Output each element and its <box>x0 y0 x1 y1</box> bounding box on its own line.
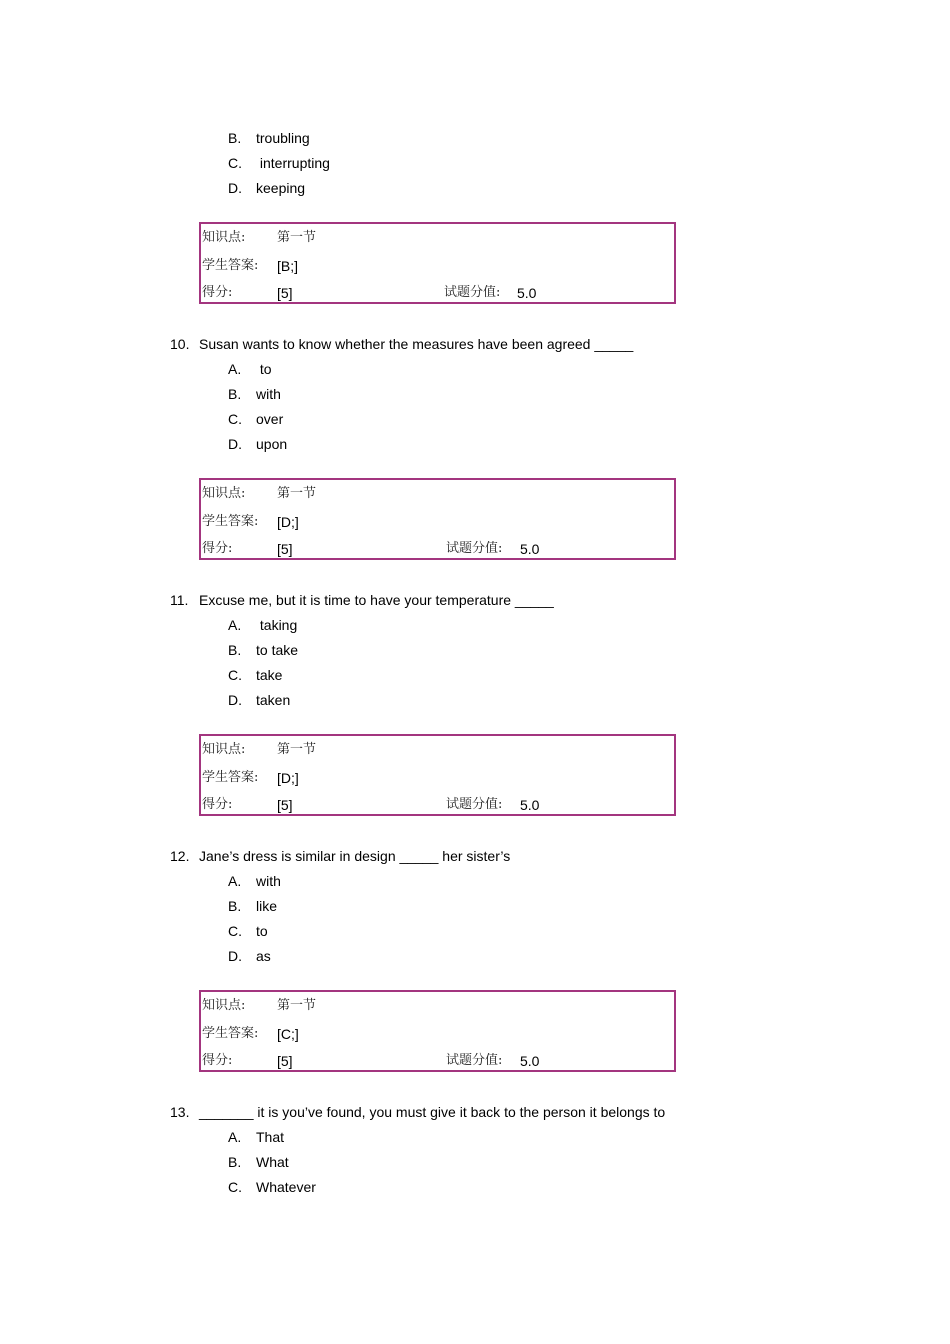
student-answer-value: [D;] <box>277 514 299 530</box>
option-letter: C. <box>228 667 242 683</box>
option-letter: D. <box>228 436 242 452</box>
score-value: [5] <box>277 797 293 813</box>
option-text: to take <box>256 642 299 658</box>
option-letter: A. <box>228 1129 242 1145</box>
score-label: 得分: <box>202 797 233 812</box>
answer-info-box <box>199 478 676 560</box>
question-number: 10. <box>170 336 190 352</box>
option-text: over <box>256 411 284 427</box>
question-worth-label: 试题分值: <box>444 285 501 300</box>
option-text: What <box>256 1154 289 1170</box>
option-letter: B. <box>228 642 242 658</box>
knowledge-point-label: 知识点: <box>202 486 246 501</box>
option-letter: C. <box>228 411 242 427</box>
question-text: Susan wants to know whether the measures have been agreed _____ <box>199 336 634 352</box>
student-answer-label: 学生答案: <box>202 514 259 529</box>
question-worth-label: 试题分值: <box>446 541 503 556</box>
answer-info-box <box>199 222 676 304</box>
knowledge-point-value: 第一节 <box>277 998 317 1013</box>
option-letter: C. <box>228 1179 242 1195</box>
option-text: to <box>256 923 268 939</box>
score-label: 得分: <box>202 285 233 300</box>
score-label: 得分: <box>202 541 233 556</box>
answer-info-box <box>199 990 676 1072</box>
option-text: keeping <box>256 180 306 196</box>
question-text: _______ it is you’ve found, you must give it back to the person it belongs to <box>199 1104 666 1120</box>
question-worth-label: 试题分值: <box>446 1053 503 1068</box>
option-letter: D. <box>228 180 242 196</box>
question-number: 11. <box>170 592 189 608</box>
option-letter: B. <box>228 898 242 914</box>
question-text: Jane’s dress is similar in design _____ her sister’s <box>199 848 511 864</box>
question-text: Excuse me, but it is time to have your temperature _____ <box>199 592 554 608</box>
option-text: with <box>256 873 281 889</box>
question-worth-value: 5.0 <box>520 1053 540 1069</box>
question-worth-value: 5.0 <box>517 285 537 301</box>
student-answer-value: [D;] <box>277 770 299 786</box>
student-answer-value: [B;] <box>277 258 299 274</box>
option-text: like <box>256 898 278 914</box>
answer-info-box <box>199 734 676 816</box>
option-text: troubling <box>256 130 310 146</box>
option-letter: A. <box>228 873 242 889</box>
option-letter: B. <box>228 386 242 402</box>
student-answer-label: 学生答案: <box>202 1026 259 1041</box>
option-text: Whatever <box>256 1179 316 1195</box>
question-worth-value: 5.0 <box>520 541 540 557</box>
option-letter: B. <box>228 130 242 146</box>
option-letter: D. <box>228 692 242 708</box>
question-number: 12. <box>170 848 190 864</box>
knowledge-point-label: 知识点: <box>202 998 246 1013</box>
option-text: taking <box>256 617 298 633</box>
question-number: 13. <box>170 1104 190 1120</box>
score-value: [5] <box>277 541 293 557</box>
option-text: take <box>256 667 283 683</box>
student-answer-value: [C;] <box>277 1026 299 1042</box>
knowledge-point-label: 知识点: <box>202 742 246 757</box>
knowledge-point-value: 第一节 <box>277 230 317 245</box>
option-letter: A. <box>228 361 242 377</box>
option-text: interrupting <box>256 155 330 171</box>
option-letter: C. <box>228 155 242 171</box>
option-text: That <box>256 1129 285 1145</box>
knowledge-point-value: 第一节 <box>277 742 317 757</box>
score-value: [5] <box>277 1053 293 1069</box>
option-text: to <box>256 361 272 377</box>
knowledge-point-label: 知识点: <box>202 230 246 245</box>
knowledge-point-value: 第一节 <box>277 486 317 501</box>
question-worth-value: 5.0 <box>520 797 540 813</box>
option-text: as <box>256 948 271 964</box>
option-letter: A. <box>228 617 242 633</box>
option-letter: D. <box>228 948 242 964</box>
option-text: taken <box>256 692 291 708</box>
question-worth-label: 试题分值: <box>446 797 503 812</box>
option-text: with <box>256 386 281 402</box>
score-value: [5] <box>277 285 293 301</box>
student-answer-label: 学生答案: <box>202 258 259 273</box>
student-answer-label: 学生答案: <box>202 770 259 785</box>
option-letter: B. <box>228 1154 242 1170</box>
option-letter: C. <box>228 923 242 939</box>
option-text: upon <box>256 436 288 452</box>
score-label: 得分: <box>202 1053 233 1068</box>
